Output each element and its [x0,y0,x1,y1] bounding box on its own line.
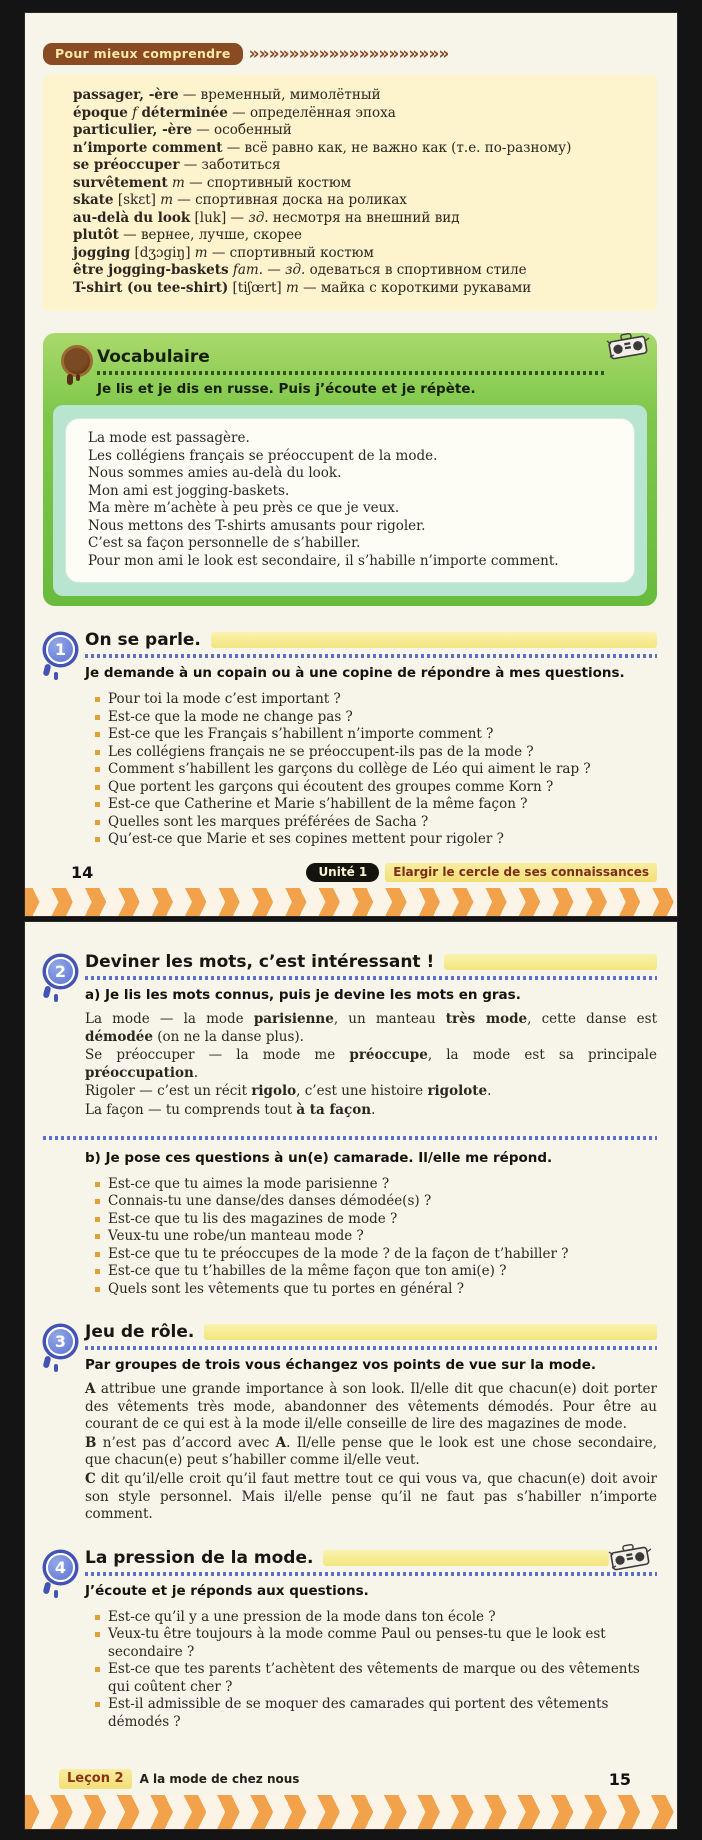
bold-text: B [85,1434,97,1451]
boombox-icon [607,1540,653,1574]
question-text: Veux-tu être toujours à la mode comme Paul ou penses-tu que le look est secondaire ? [108,1626,606,1660]
plain-text: attribue une grande importance à son look. Il/elle dit que chacun(e) doit porter des vêtements très mode, abandonner des vêtements démodés. Pour être au courant de ce qui est à la mode il/elle conseille de lire des magazines de mode. [85,1381,657,1433]
bold-text: n’importe comment [73,139,223,156]
sentences-box [65,418,635,583]
question-text: Est-ce que les Français s’habillent n’importe comment ? [108,726,494,742]
plain-text: — особенный [191,122,292,138]
question-list [95,1609,657,1732]
chevron-stripe-bottom [25,1812,677,1829]
title-row [85,1548,657,1568]
plain-text: — спортивная доска на роликах [173,192,407,208]
sentence: Mon ami est jogging-baskets. [88,482,290,499]
question-item [95,1281,657,1299]
dotted-divider [85,654,657,658]
title-row [85,1322,657,1342]
mint-area [53,405,647,596]
bullet-square-icon [95,837,100,842]
bullet-square-icon [95,1287,100,1292]
dotted-divider [85,1346,657,1350]
bullet-square-icon [95,1252,100,1257]
exercise-number: 4 [46,1553,75,1582]
dotted-divider [85,1572,657,1576]
unit-badge: Unité 1 [306,863,379,882]
dotted-divider [85,976,657,980]
question-text: Est-ce que tu aimes la mode parisienne ? [108,1175,390,1192]
exercise-number: 3 [46,1327,75,1356]
question-item [95,1661,657,1696]
question-item [95,691,657,709]
title-highlight [211,632,657,648]
paragraph [85,1047,657,1082]
plain-text: — всё равно как, не важно как (т.е. по-разному) [222,139,572,156]
plain-text: — спортивный костюм [184,174,352,191]
plain-text: , la mode est sa principale [427,1047,657,1064]
question-text: Est-ce que tu t’habilles de la même façon que ton ami(e) ? [108,1263,507,1280]
bold-text: à ta façon [296,1101,372,1118]
question-text: Les collégiens français ne se préoccupent-ils pas de la mode ? [108,743,534,760]
question-item [95,1211,657,1229]
sentence: Les collégiens français se préoccupent de la mode. [88,447,438,464]
question-item [95,726,657,744]
plain-text: — спортивный костюм [207,244,374,261]
example-list [85,1011,657,1120]
question-item [95,831,657,849]
unit-reference [306,863,657,882]
bullet-square-icon [95,1702,100,1707]
vocabulaire-title: Vocabulaire [97,347,210,367]
bullet-square-icon [95,767,100,772]
bold-text: préoccupation [85,1064,194,1081]
paragraph [85,1011,657,1046]
plain-text: . [371,1101,376,1118]
plain-text: n’est pas d’accord avec [96,1434,276,1451]
sentence: C’est sa façon personnelle de s’habiller. [88,535,361,551]
exercise-3-header [43,1322,657,1524]
plain-text: Rigoler — c’est un récit [85,1083,252,1100]
bullet-square-icon [95,1182,100,1187]
pour-mieux-comprendre-header [43,43,677,65]
question-text: Est-ce que la mode ne change pas ? [108,708,353,725]
question-text: Qu’est-ce que Marie et ses copines mettent pour rigoler ? [108,831,504,847]
question-text: Que portent les garçons qui écoutent des groupes comme Korn ? [108,778,554,795]
question-item [95,779,657,797]
exercise-2-header [43,952,657,1120]
question-item [95,1626,657,1661]
role-paragraphs [85,1381,657,1524]
exercise-number-badge [43,632,85,672]
ink-blot-icon [61,345,93,377]
question-list [95,1176,657,1299]
plain-text: — заботиться [179,157,281,173]
plain-text: — определённая эпоха [227,104,396,121]
bullet-square-icon [95,1234,100,1239]
bold-text: particulier, -ère [73,122,192,138]
page-number: 15 [608,1769,631,1789]
page-14-footer [43,849,657,882]
exercise-1 [43,630,657,849]
sentence: Pour mon ami le look est secondaire, il s’habille n’importe comment. [88,552,559,569]
question-text: Quelles sont les marques préférées de Sacha ? [108,813,429,830]
bullet-square-icon [95,1199,100,1204]
pour-mieux-comprendre-badge: Pour mieux comprendre [43,43,243,65]
question-item [95,1176,657,1194]
question-text: Est-ce que tu te préoccupes de la mode ? de la façon de t’habiller ? [108,1245,569,1262]
vocab-entry [73,210,645,228]
plain-text: [skɛt] [113,192,161,208]
plain-text: (on ne la danse plus). [152,1028,304,1045]
plain-text: , un manteau [333,1011,446,1027]
bold-text: rigolo [251,1083,297,1100]
bold-text: démodée [85,1028,153,1045]
italic-text: f [127,104,142,121]
bold-text: déterminée [141,104,228,121]
lesson-title: A la mode de chez nous [139,1772,300,1786]
italic-text: m [194,244,208,261]
vocab-entry [73,140,645,158]
question-item [95,1193,657,1211]
question-text: Quels sont les vêtements que tu portes en général ? [108,1280,464,1297]
exercise-2-part-b [85,1150,657,1299]
vocab-entry [73,245,645,263]
question-text: Est-ce que Catherine et Marie s’habillent de la même façon ? [108,796,528,812]
exercise-number-badge [43,954,85,994]
chevron-stripe-band [25,888,677,917]
plain-text: [dʒɔgiŋ] [130,244,195,261]
exercise-number: 1 [46,635,75,664]
question-item [95,761,657,779]
plain-text: Se préoccuper — la mode me [85,1047,350,1064]
plain-text: . [487,1083,492,1100]
exercise-instruction: J’écoute et je réponds aux questions. [85,1582,369,1599]
plain-text: одеваться в спортивном стиле [305,262,527,278]
bold-text: skate [73,192,114,208]
dotted-separator [43,1136,657,1140]
bold-text: survêtement [73,174,168,191]
exercise-instruction: Par groupes de trois vous échangez vos points de vue sur la mode. [85,1357,597,1374]
plain-text: — временный, мимолётный [178,87,381,103]
question-item [95,814,657,832]
bullet-square-icon [95,802,100,807]
bullet-square-icon [95,820,100,825]
exercise-instruction: Je demande à un copain ou à une copine de répondre à mes questions. [85,665,625,681]
bold-text: A [85,1381,96,1398]
bullet-square-icon [95,785,100,790]
exercise-1-body [85,630,657,849]
title-highlight [204,1324,657,1340]
page-15-footer [59,1755,657,1789]
vocab-entry [73,192,645,210]
italic-text: m [167,174,185,191]
vocab-entry [73,280,645,298]
question-item [95,1696,657,1731]
page-15 [24,921,678,1830]
bullet-square-icon [95,1269,100,1274]
sentence: Ma mère m’achète à peu près ce que je veux. [88,500,400,516]
bold-text: A [275,1434,287,1451]
bold-text: préoccupe [349,1047,428,1064]
question-item [95,1228,657,1246]
vocab-entry [73,122,645,140]
bold-text: T-shirt (ou tee-shirt) [73,279,229,296]
paragraph [85,1381,657,1434]
exercise-3 [43,1322,657,1524]
question-item [95,796,657,814]
bullet-square-icon [95,715,100,720]
italic-text: m [160,192,173,208]
plain-text: . Il/elle pense que le look est une chose secondaire, que chacun(e) peut s’habiller comme il/elle veut. [85,1434,657,1469]
question-text: Comment s’habillent les garçons du collège de Léo qui aiment le rap ? [108,761,591,777]
plain-text: [tiʃœrt] [228,279,286,296]
exercise-4-body [85,1548,657,1732]
plain-text: несмотря на внешний вид [268,209,460,226]
bold-text: se préoccuper [73,157,180,173]
plain-text: . [193,1064,199,1081]
bold-text: au-delà du look [73,209,191,226]
exercise-title: Deviner les mots, c’est intéressant ! [85,952,435,972]
exercise-2 [43,952,657,1120]
plain-text: La mode — la mode [85,1011,254,1027]
italic-text: зд. [285,262,306,278]
plain-text: , cette danse est [527,1011,657,1027]
bold-text: être jogging-baskets [73,262,229,278]
plain-text: — майка с короткими рукавами [298,279,532,296]
sentence-list [88,430,620,570]
vocab-list [73,87,645,297]
exercise-title: Jeu de rôle. [85,1322,195,1343]
exercise-4-header [43,1548,657,1732]
vocab-entry [73,157,645,175]
bold-text: plutôt [73,227,119,243]
question-item [95,1609,657,1627]
plain-text: dit qu’il/elle croit qu’il faut mettre tout ce qui vous va, que chacun(e) doit avoir son style personnel. Mais il/elle pense qu’il ne faut pas s’habiller n’importe comment. [85,1471,657,1523]
vocab-entry [73,175,645,193]
paragraph [85,1435,657,1470]
question-text: Veux-tu une robe/un manteau mode ? [108,1228,364,1245]
exercise-1-header [43,630,657,849]
italic-text: m [285,279,299,296]
question-item [95,744,657,762]
bold-text: très mode [445,1011,528,1027]
unit-title: Elargir le cercle de ses connaissances [385,863,657,882]
vocabulaire-instruction: Je lis et je dis en russe. Puis j’écoute et je répète. [97,381,476,397]
part-a-instruction: a) Je lis les mots connus, puis je devine les mots en gras. [85,987,521,1003]
bold-text: C [85,1471,96,1488]
exercise-number: 2 [46,957,75,986]
vocabulaire-header [53,343,647,405]
bold-text: époque [73,104,128,121]
plain-text: — [262,262,286,278]
exercise-number-badge [43,1324,85,1364]
exercise-3-body [85,1322,657,1524]
title-highlight [323,1550,609,1566]
italic-text: зд. [248,209,269,226]
bold-text: rigolote [427,1083,488,1100]
vocabulary-help-box [43,75,657,311]
paragraph [85,1083,657,1101]
bold-text: jogging [73,244,131,261]
chevron-stripe-top [25,1795,677,1812]
vocab-entry [73,105,645,123]
chevron-stripe-bottom [25,902,677,916]
paragraph [85,1471,657,1524]
plain-text: [luk] — [190,209,249,226]
exercise-number-badge [43,1550,85,1590]
vocabulaire-panel [43,333,657,606]
plain-text: La façon — tu comprends tout [85,1101,297,1118]
bold-text: parisienne [253,1011,334,1027]
sentence: Nous mettons des T-shirts amusants pour rigoler. [88,517,426,534]
exercise-2-body [85,952,657,1120]
title-highlight [444,954,657,970]
bullet-square-icon [95,732,100,737]
chevrons-right-icon: »»»»»»»»»»»»»»»»»»»» [248,44,449,64]
bullet-square-icon [95,750,100,755]
question-text: Pour toi la mode c’est important ? [108,691,341,707]
exercise-title: On se parle. [85,630,201,650]
lesson-badge: Leçon 2 [59,1769,132,1789]
question-text: Est-il admissible de se moquer des camarades qui portent des vêtements démodés ? [108,1696,609,1730]
plain-text: , c’est une histoire [296,1083,428,1100]
vocab-entry [73,227,645,245]
chevron-stripe-band [25,1795,677,1829]
vocab-entry [73,262,645,280]
question-item [95,1246,657,1264]
chevron-stripe-top [25,888,677,902]
page-14 [24,12,678,917]
italic-text: fam. [228,262,263,278]
title-row [85,630,657,650]
sentence: Nous sommes amies au-delà du look. [88,465,342,481]
sentence: La mode est passagère. [88,430,250,446]
exercise-title: La pression de la mode. [85,1547,314,1568]
question-text: Est-ce qu’il y a une pression de la mode dans ton école ? [108,1608,496,1625]
dotted-divider [97,371,607,375]
bullet-square-icon [95,1632,100,1637]
question-text: Est-ce que tu lis des magazines de mode ? [108,1210,398,1227]
bullet-square-icon [95,1615,100,1620]
title-row [85,952,657,972]
page-number: 14 [71,862,94,882]
exercise-4 [43,1548,657,1732]
paragraph [85,1102,657,1120]
bullet-square-icon [95,1667,100,1672]
bullet-square-icon [95,697,100,702]
bold-text: passager, -ère [73,87,179,103]
question-item [95,1263,657,1281]
question-text: Est-ce que tes parents t’achètent des vêtements de marque ou des vêtements qui coûtent cher ? [108,1661,640,1695]
bullet-square-icon [95,1217,100,1222]
vocab-entry [73,87,645,105]
question-text: Connais-tu une danse/des danses démodée(s) ? [108,1193,432,1210]
question-list [95,691,657,849]
plain-text: — вернее, лучше, скорее [118,227,303,243]
part-b-instruction: b) Je pose ces questions à un(e) camarade. Il/elle me répond. [85,1149,553,1166]
question-item [95,709,657,727]
